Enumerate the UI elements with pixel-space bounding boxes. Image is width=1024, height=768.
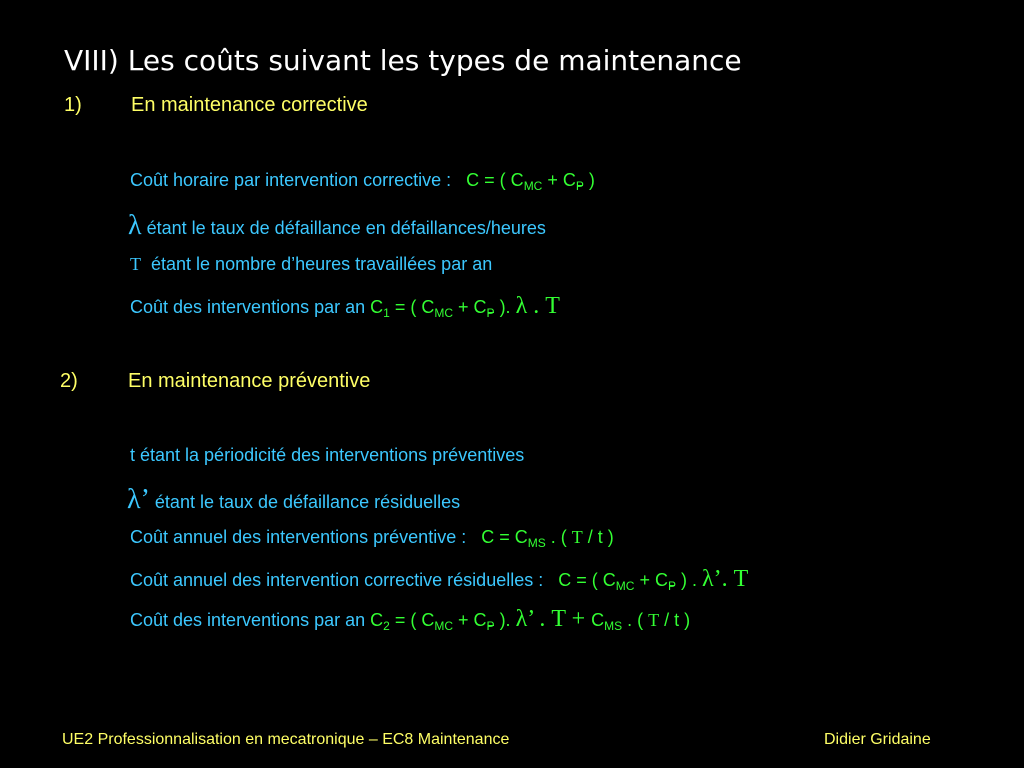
hourly-cost-line <box>130 170 595 191</box>
slide-title: VIII) Les coûts suivant les types de maintenance <box>64 44 742 77</box>
t-symbol: T <box>130 254 141 274</box>
annual-cost-c2-line <box>130 607 690 631</box>
preventive-cost-label: Coût annuel des interventions préventive : <box>130 527 467 547</box>
preventive-annual-cost-line <box>130 527 614 548</box>
t-text: étant le nombre d’heures travaillées par an <box>151 254 493 274</box>
periodicity-definition: t étant la périodicité des interventions préventives <box>130 445 525 465</box>
c1-formula: $C_1$ = ( $C_{MC} + C_P$ ). λ . T <box>365 293 560 320</box>
c2-formula: $C_2$ = ( $C_{MC} + C_P$ ). λ’ . $T + C_{MS}$ . ( T / t ) <box>365 606 691 633</box>
footer-author: Didier Gridaine <box>824 731 931 748</box>
section-1-heading: En maintenance corrective <box>131 94 368 116</box>
hourly-cost-label: Coût horaire par intervention corrective : <box>130 170 452 190</box>
lambda-prime-symbol: λ’ <box>127 484 150 515</box>
residual-cost-label: Coût annuel des intervention corrective résiduelles : <box>130 570 544 590</box>
lambda-symbol: λ <box>128 210 142 241</box>
residual-cost-formula: C = ( $C_{MC} + C_P$ ) . λ’. T <box>558 566 749 593</box>
annual-cost-label: Coût des interventions par an <box>130 297 366 317</box>
section-2-heading: En maintenance préventive <box>128 370 371 392</box>
t-definition <box>130 254 492 275</box>
residual-corrective-cost-line <box>130 567 748 591</box>
lambda-prime-definition <box>127 486 460 514</box>
footer-course: UE2 Professionnalisation en mecatronique – EC8 Maintenance <box>62 731 510 748</box>
annual-cost-c2-label: Coût des interventions par an <box>130 610 366 630</box>
section-2-number: 2) <box>60 370 78 392</box>
lambda-prime-text: étant le taux de défaillance résiduelles <box>154 492 461 512</box>
annual-cost-c1-line <box>130 294 560 318</box>
preventive-cost-formula: $C = C_{MS}$ . ( T / t ) <box>481 527 614 550</box>
lambda-definition <box>128 212 546 240</box>
hourly-cost-formula: C = ( $C_{MC} + C_P$ ) <box>466 170 595 193</box>
section-1-number: 1) <box>64 94 82 116</box>
lambda-text: étant le taux de défaillance en défaillances/heures <box>146 218 546 238</box>
